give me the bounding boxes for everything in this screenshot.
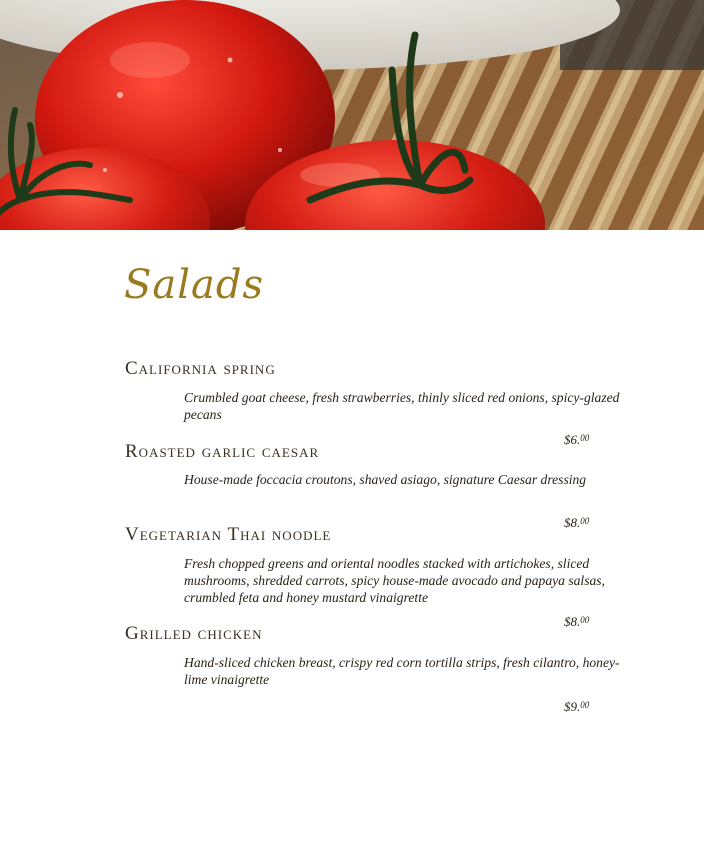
- price-cents: 00: [580, 615, 590, 625]
- hero-tomato-photo: [0, 0, 704, 230]
- menu-item-price: [564, 432, 589, 448]
- section-title: Salads: [124, 262, 265, 308]
- price-dollars: $8.: [564, 614, 581, 629]
- price-cents: 00: [580, 516, 590, 526]
- price-dollars: $8.: [564, 515, 581, 530]
- tomato-illustration: [0, 0, 704, 230]
- menu-item-description: House-made foccacia croutons, shaved asiago, signature Caesar dressing: [184, 472, 587, 487]
- menu-item-price: [564, 699, 589, 715]
- menu-item-name: California spring: [125, 358, 276, 379]
- menu-item-price: [564, 515, 589, 531]
- menu-item-name: Grilled chicken: [125, 623, 263, 644]
- price-dollars: $6.: [564, 432, 581, 447]
- menu-item-price: [564, 614, 589, 630]
- price-dollars: $9.: [564, 699, 581, 714]
- menu-item-name: Roasted garlic caesar: [125, 441, 320, 462]
- price-cents: 00: [580, 700, 590, 710]
- menu-item-description: Crumbled goat cheese, fresh strawberries, thinly sliced red onions, spicy-glazed pecans: [184, 390, 620, 422]
- menu-item-name: Vegetarian Thai noodle: [125, 524, 332, 545]
- menu-item-description: Hand-sliced chicken breast, crispy red corn tortilla strips, fresh cilantro, honey-lime vinaigrette: [184, 655, 620, 687]
- menu-item-description: Fresh chopped greens and oriental noodles stacked with artichokes, sliced mushrooms, shredded carrots, spicy house-made avocado and papaya salsas, crumbled feta and honey mustard vinaigrette: [184, 556, 605, 605]
- price-cents: 00: [580, 433, 590, 443]
